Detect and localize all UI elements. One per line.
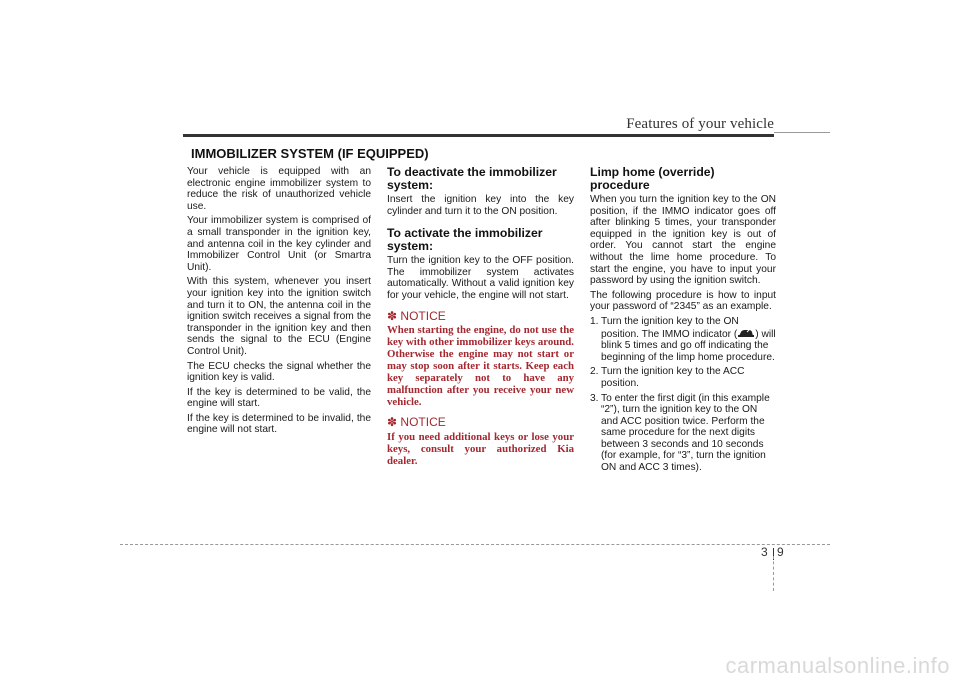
notice-heading	[387, 417, 574, 429]
paragraph: The following procedure is how to input your password of “2345” as an example.	[590, 289, 776, 313]
limp-home-heading: Limp home (override) procedure	[590, 165, 715, 192]
paragraph: The ECU checks the signal whether the ignition key is valid.	[187, 360, 371, 384]
paragraph: If the key is determined to be valid, the engine will start.	[187, 386, 371, 410]
step-text: Turn the ignition key to the ACC position.	[601, 366, 745, 389]
step-text: ) will blink 5 times and go off indicating the beginning of the limp home procedure.	[601, 328, 776, 363]
activate-text: Turn the ignition key to the OFF position. The immobilizer system activates automatically. Without a valid ignition key for your vehicle, the engine will not start.	[387, 255, 574, 301]
column-intro	[187, 166, 371, 439]
notice-text: If you need additional keys or lose your keys, consult your authorized Kia dealer.	[387, 430, 574, 467]
notice-label: NOTICE	[400, 308, 446, 323]
header-rule-tail	[774, 132, 830, 133]
notice-label: NOTICE	[400, 415, 446, 430]
step-item	[590, 366, 776, 389]
paragraph: When you turn the ignition key to the ON position, if the IMMO indicator goes off after blinking 5 times, your transponder equipped in the ignition key is out of order. You cannot start the engine without the lime home procedure. To start the engine, you have to input your password by using the ignition switch.	[590, 194, 776, 287]
notice-heading	[387, 308, 574, 323]
header-rule	[183, 134, 774, 137]
deactivate-heading: To deactivate the immobilizer system:	[387, 165, 557, 192]
paragraph: With this system, whenever you insert your ignition key into the ignition switch and turn it to ON, the antenna coil in the ignition switch receives a signal from the transponder in the ignition key and then sends the signal to the ECU (Engine Control Unit).	[187, 276, 371, 357]
footer-vertical-rule	[773, 556, 774, 591]
paragraph: Your immobilizer system is comprised of a small transponder in the ignition key, and antenna coil in the key cylinder and Immobilizer Control Unit (or Smartra Unit).	[187, 215, 371, 273]
notice-text: When starting the engine, do not use the key with other immobilizer keys around. Otherwise the engine may not start or may stop soon after it starts. Keep each key separately not to have any malfunction after you receive your new vehicle.	[387, 324, 574, 409]
column-limp-home	[590, 166, 776, 477]
star-cross-icon: ✽	[387, 308, 398, 323]
column-activation	[387, 166, 574, 470]
step-number: 2.	[590, 366, 599, 378]
step-number: 1.	[590, 315, 599, 327]
activate-heading: To activate the immobilizer system:	[387, 226, 543, 253]
page-number: 9	[777, 545, 784, 559]
step-number: 3.	[590, 392, 599, 404]
footer-rule	[120, 544, 830, 545]
deactivate-text: Insert the ignition key into the key cylinder and turn it to the ON position.	[387, 194, 574, 217]
procedure-steps	[590, 316, 776, 474]
step-text: To enter the first digit (in this example “2”), turn the ignition key to the ON and ACC position twice. Perform the same procedure for the next digits between 3 seconds and 10 seconds (for example, for “3”, turn the ignition ON and ACC 3 times).	[601, 392, 770, 474]
header-title: Features of your vehicle	[626, 116, 774, 132]
car-key-icon	[737, 328, 755, 338]
chapter-number: 3	[761, 545, 768, 559]
step-item	[590, 393, 776, 474]
star-cross-icon: ✽	[387, 415, 398, 430]
watermark: carmanualsonline.info	[725, 653, 950, 678]
section-title: IMMOBILIZER SYSTEM (IF EQUIPPED)	[191, 146, 429, 161]
paragraph: If the key is determined to be invalid, the engine will not start.	[187, 412, 371, 436]
step-text: Turn the ignition key to the ON position. The IMMO indicator (	[601, 315, 739, 340]
step-item	[590, 316, 776, 363]
paragraph: Your vehicle is equipped with an electronic engine immobilizer system to reduce the risk of unauthorized vehicle use.	[187, 166, 371, 212]
